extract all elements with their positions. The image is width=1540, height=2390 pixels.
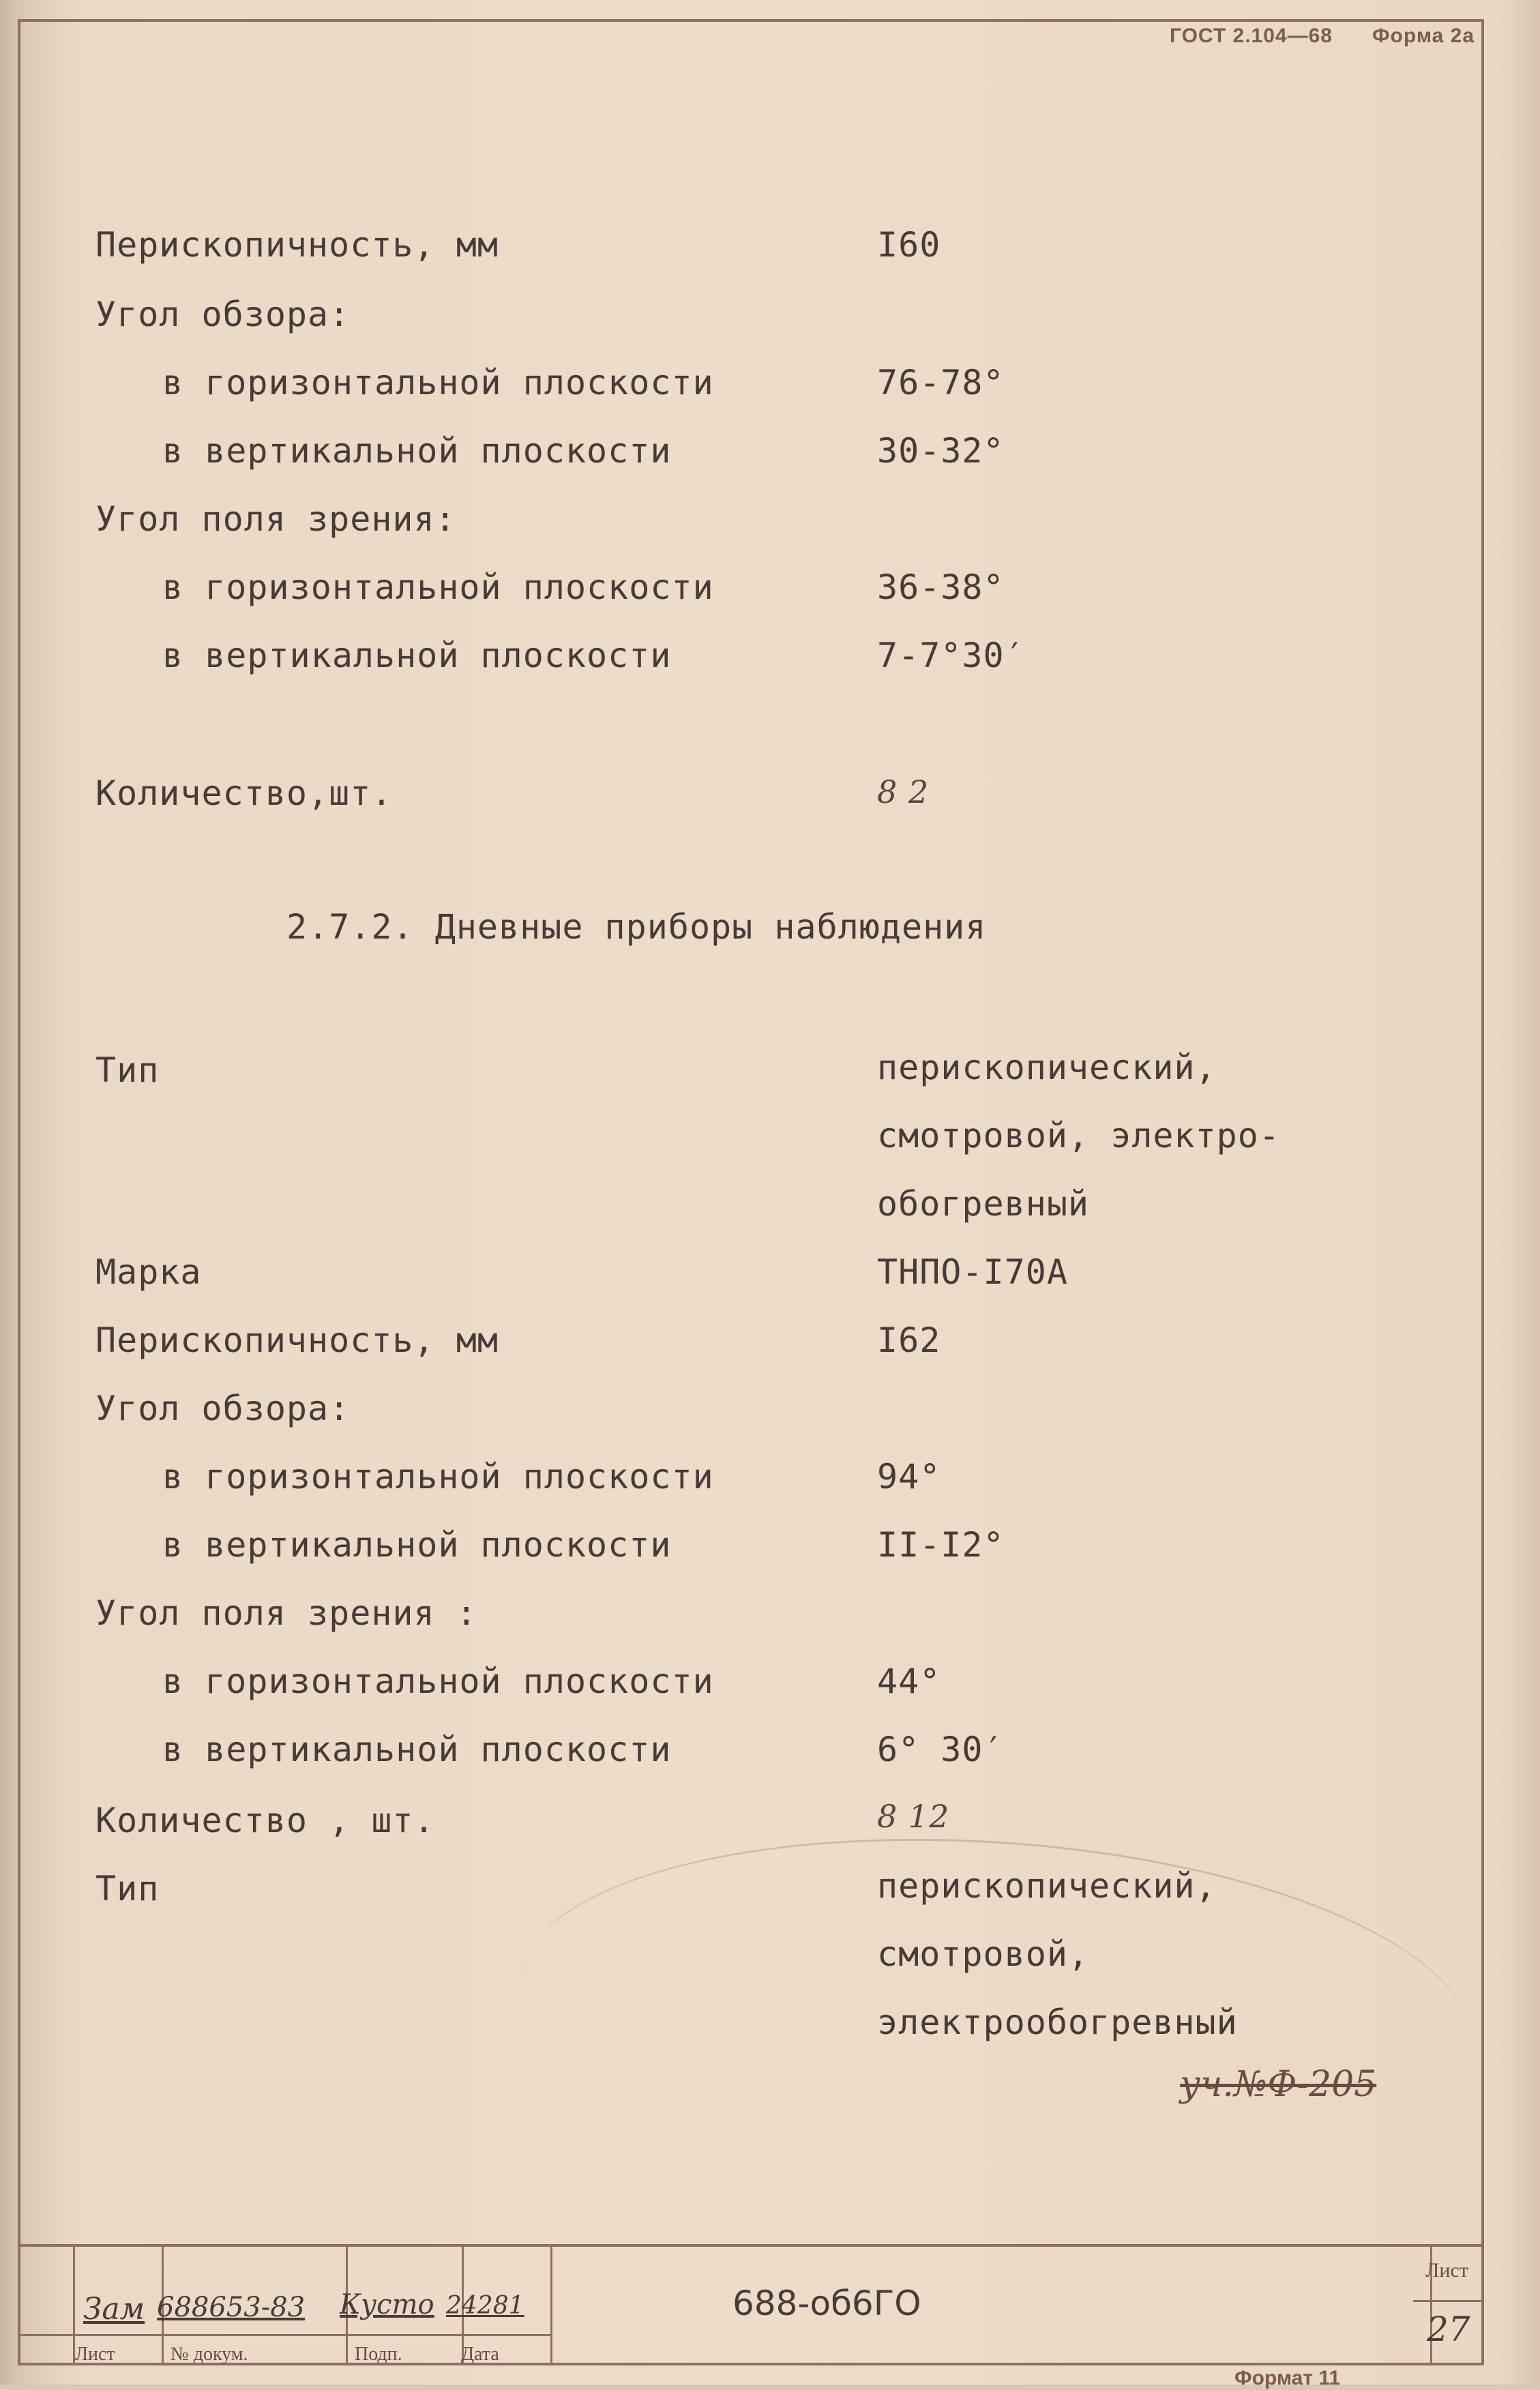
tb-sheet-divider (1413, 2300, 1484, 2302)
periscopicity-label-2: Перископичность, мм (95, 1321, 499, 1360)
type2-value-line3: электрообогревный (877, 2003, 1238, 2042)
doc-ref: 688653-83 (157, 2292, 306, 2323)
change-mark: Зам (83, 2292, 145, 2327)
signature: Кусто (340, 2289, 434, 2320)
document-number: 688-об6ГО (732, 2284, 921, 2323)
type-value-line3: обогревный (877, 1184, 1090, 1224)
view-vertical-label: в вертикальной плоскости (162, 431, 672, 471)
col-docnum-label: № докум. (171, 2344, 248, 2365)
type2-value-line2: смотровой, (877, 1934, 1090, 1974)
sheet-number: 27 (1427, 2310, 1470, 2349)
date-hand: 24281 (446, 2292, 524, 2320)
gost-standard: ГОСТ 2.104—68 (1169, 25, 1333, 47)
periscopicity-value: I60 (877, 225, 941, 265)
periscopicity-label: Перископичность, мм (95, 225, 499, 265)
field-vertical-label: в вертикальной плоскости (162, 636, 672, 675)
view-vertical-value-2: II-I2° (877, 1525, 1005, 1565)
view-angle-label: Угол обзора: (95, 295, 351, 334)
type2-label: Тип (95, 1869, 160, 1908)
view-angle-label-2: Угол обзора: (95, 1389, 351, 1428)
type2-value-line1: перископический, (877, 1866, 1217, 1906)
field-angle-label-2: Угол поля зрения : (95, 1593, 477, 1633)
tb-row-divider (18, 2334, 552, 2336)
section-title: 2.7.2. Дневные приборы наблюдения (286, 907, 987, 947)
brand-value: ТНПО-I70А (877, 1252, 1068, 1292)
type-label: Тип (95, 1050, 160, 1090)
view-horizontal-value-2: 94° (877, 1457, 941, 1496)
view-vertical-label-2: в вертикальной плоскости (162, 1525, 672, 1565)
field-horizontal-label-2: в горизонтальной плоскости (162, 1662, 714, 1701)
field-angle-label: Угол поля зрения: (95, 499, 456, 539)
col-sheet-label: Лист (75, 2344, 115, 2365)
field-vertical-value: 7-7°30′ (877, 636, 1026, 675)
quantity-label: Количество,шт. (95, 773, 393, 813)
tb-col-edge (18, 2247, 75, 2365)
field-horizontal-label: в горизонтальной плоскости (162, 567, 714, 607)
format-label: Формат 11 (1234, 2367, 1341, 2389)
col-sign-label: Подп. (355, 2344, 402, 2365)
type-value-line2: смотровой, электро- (877, 1116, 1280, 1155)
quantity-label-2: Количество , шт. (95, 1801, 435, 1840)
type-value-line1: перископический, (877, 1048, 1217, 1087)
field-horizontal-value-2: 44° (877, 1662, 941, 1701)
quantity-value: 8 2 (877, 773, 930, 810)
quantity-value-2: 8 12 (877, 1798, 950, 1835)
change-note: уч.№Ф-205 (1180, 2064, 1377, 2105)
field-horizontal-value: 36-38° (877, 567, 1005, 607)
view-horizontal-label-2: в горизонтальной плоскости (162, 1457, 714, 1496)
view-horizontal-value: 76-78° (877, 363, 1005, 402)
tb-col-main (552, 2247, 1432, 2365)
field-vertical-label-2: в вертикальной плоскости (162, 1730, 672, 1769)
view-horizontal-label: в горизонтальной плоскости (162, 363, 714, 402)
periscopicity-value-2: I62 (877, 1321, 941, 1360)
field-vertical-value-2: 6° 30′ (877, 1730, 1005, 1769)
view-vertical-value: 30-32° (877, 431, 1005, 471)
brand-label: Марка (95, 1252, 202, 1292)
col-date-label: Дата (461, 2344, 499, 2365)
gost-header (1170, 25, 1475, 48)
sheet-label: Лист (1425, 2259, 1468, 2282)
form-label: Форма 2а (1372, 25, 1475, 47)
